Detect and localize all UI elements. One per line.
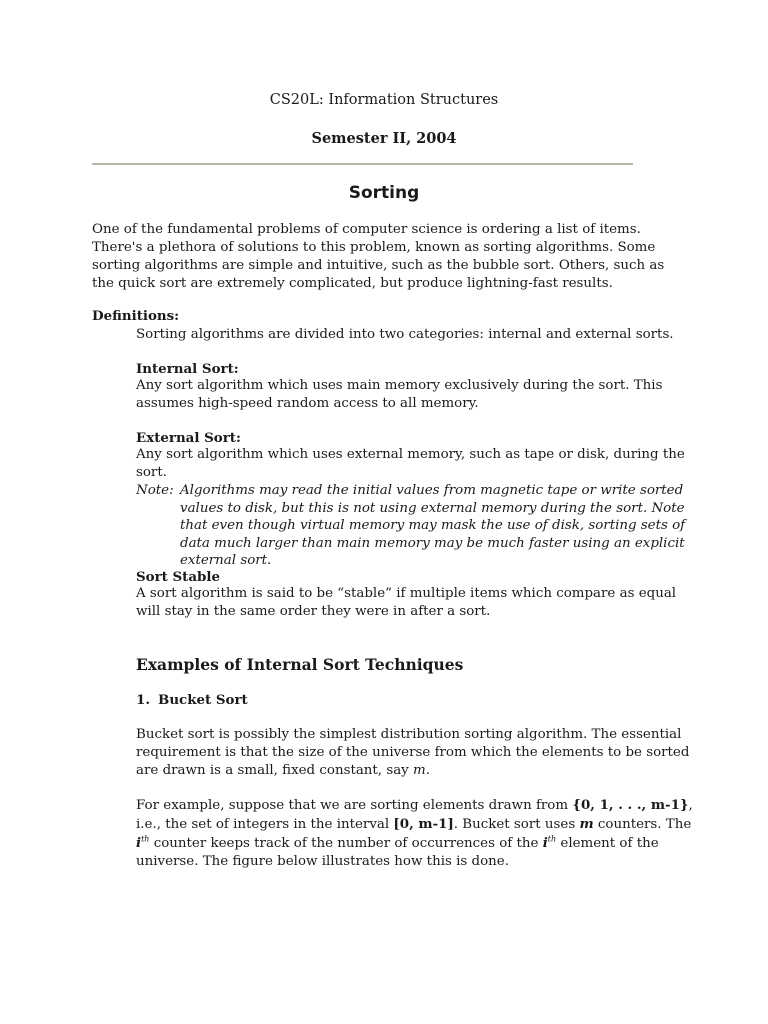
horizontal-divider [92,163,633,165]
item-title: Bucket Sort [158,692,248,708]
semester-label: Semester II, 2004 [311,130,457,147]
internal-sort-heading: Internal Sort: [136,361,239,377]
internal-sort-text: Any sort algorithm which uses main memory exclusively during the sort. This assumes high-speed random access to all memory. [136,378,663,411]
definitions-lead: Sorting algorithms are divided into two categories: internal and external sorts. [136,327,674,342]
course-title: CS20L: Information Structures [269,92,499,108]
external-sort-text: Any sort algorithm which uses external memory, such as tape or disk, during the sort. [136,447,685,480]
item-number: 1. [136,692,150,708]
note-block [136,482,696,570]
page-title: Sorting [348,183,420,203]
examples-heading: Examples of Internal Sort Techniques [136,655,464,674]
intro-paragraph: One of the fundamental problems of computer science is ordering a list of items. There's a plethora of solutions to this problem, known as sorting algorithms. Some sorting algorithms are simple and intuitive, such as the bubble sort. Others, such as the quick sort are extremely complicated, but produce lightning-fast results. [92,222,665,291]
note-label: Note: [136,483,174,498]
bucket-sort-heading [136,692,248,708]
bucket-sort-paragraph-1: Bucket sort is possibly the simplest distribution sorting algorithm. The essential requirement is that the size of the universe from which the elements to be sorted are drawn is a small, fixed constant, say m. [136,727,690,778]
note-text: Algorithms may read the initial values from magnetic tape or write sorted values to disk, but this is not using external memory during the sort. Note that even though virtual memory may mask the use of disk, sorting sets of data much larger than main memory may be much faster using an explicit external sort. [180,483,686,568]
sort-stable-text: A sort algorithm is said to be “stable” if multiple items which compare as equal will stay in the same order they were in after a sort. [136,586,677,619]
sort-stable-heading: Sort Stable [136,569,221,585]
bucket-sort-paragraph-2: For example, suppose that we are sorting elements drawn from {0, 1, . . ., m-1}, i.e., the set of integers in the interval [0, m-1]. Bucket sort uses m counters. The $i^{th}$ counter keeps track of the number of occurrences of the $i^{th}$ element of the universe. The figure below illustrates how this is done. [136,797,693,869]
definitions-heading: Definitions: [92,308,180,324]
external-sort-heading: External Sort: [136,430,241,446]
